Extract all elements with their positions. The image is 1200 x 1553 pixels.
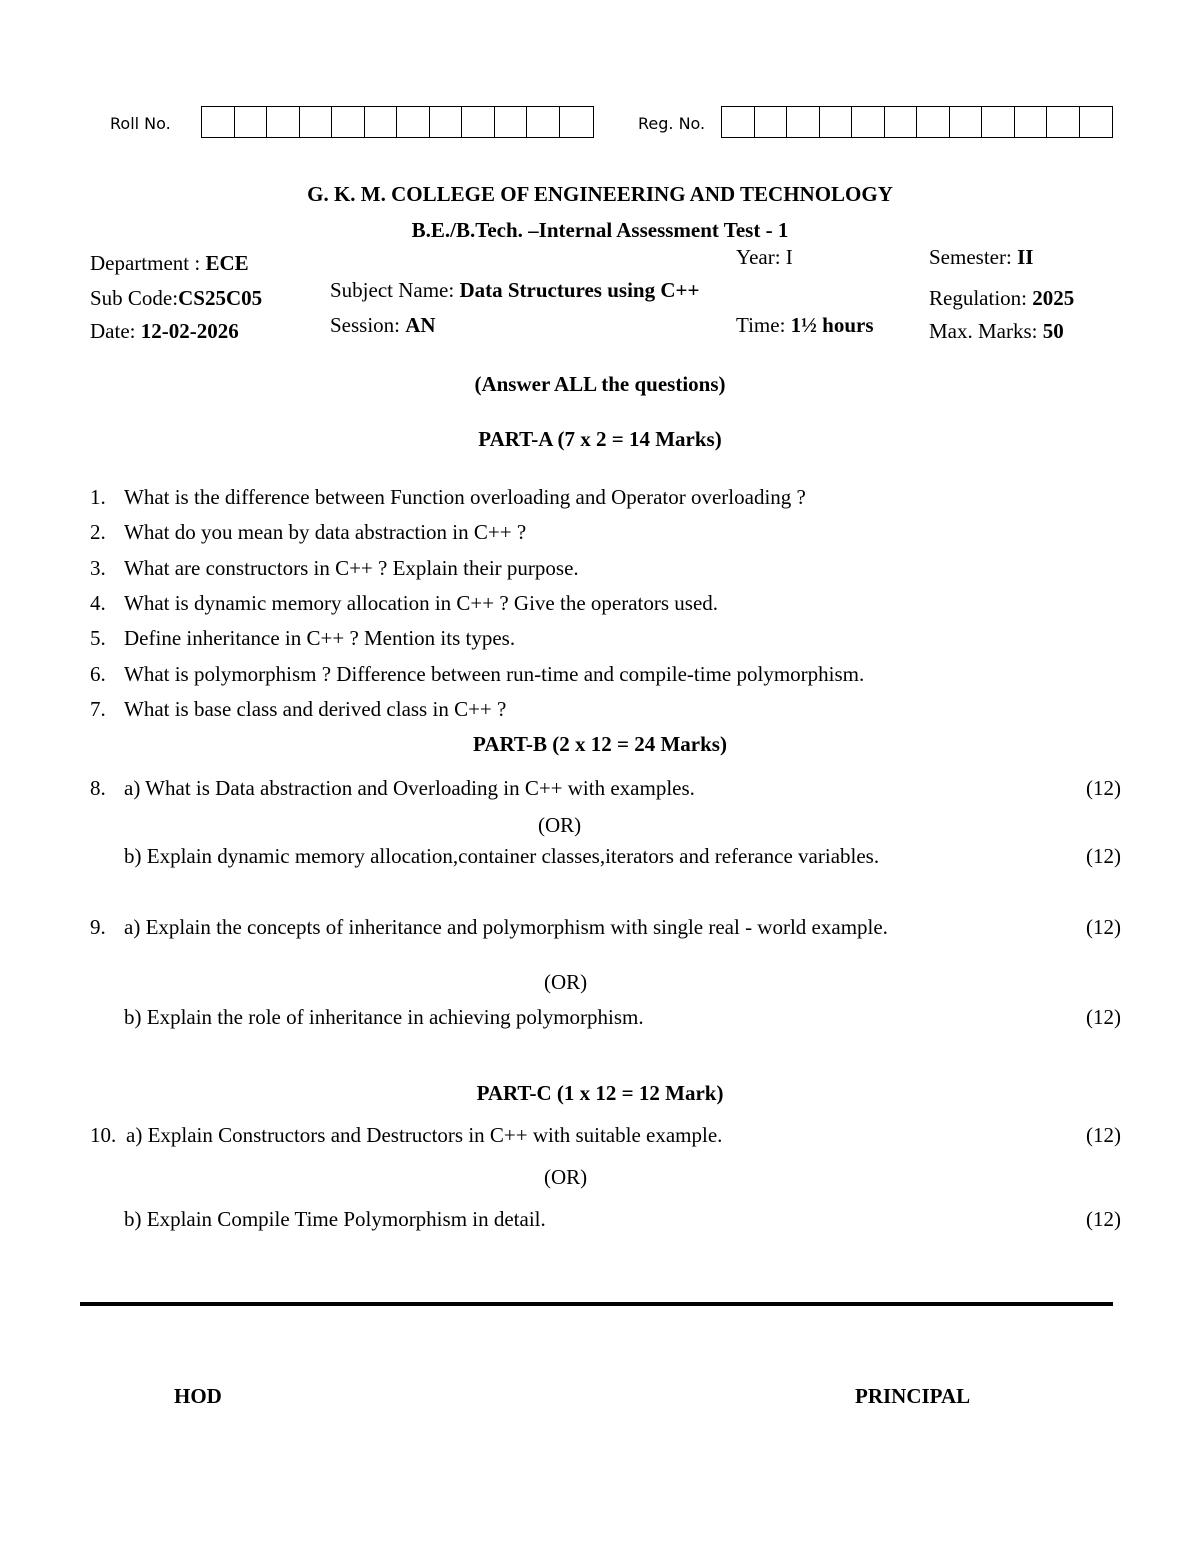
roll-no-digit-box[interactable] xyxy=(300,107,333,137)
question-text: Define inheritance in C++ ? Mention its types. xyxy=(124,626,516,650)
semester-value: II xyxy=(1017,245,1034,269)
part-b-heading: PART-B (2 x 12 = 24 Marks) xyxy=(473,732,727,756)
sub-code-label: Sub Code: xyxy=(90,286,179,310)
college-name: G. K. M. COLLEGE OF ENGINEERING AND TECHNOLOGY xyxy=(307,182,893,206)
marks-10a: (12) xyxy=(1086,1123,1121,1147)
reg-no-digit-box[interactable] xyxy=(885,107,918,137)
year-value: I xyxy=(785,245,793,269)
roll-no-digit-box[interactable] xyxy=(365,107,398,137)
question-number: 8. xyxy=(90,776,106,800)
year xyxy=(736,245,793,270)
reg-no-digit-box[interactable] xyxy=(1080,107,1113,137)
question-number: 3. xyxy=(90,556,106,580)
regulation-label: Regulation: xyxy=(929,286,1033,310)
question-number: 7. xyxy=(90,697,106,721)
roll-no-digit-box[interactable] xyxy=(430,107,463,137)
year-label: Year: xyxy=(736,245,786,269)
or-separator: (OR) xyxy=(544,1165,588,1189)
session-label: Session: xyxy=(330,313,406,337)
roll-no-digit-box[interactable] xyxy=(202,107,235,137)
question-8a: a) What is Data abstraction and Overloading in C++ with examples. xyxy=(124,776,695,800)
sub-code xyxy=(90,286,262,311)
subject-name xyxy=(330,278,699,303)
reg-no-digit-box[interactable] xyxy=(755,107,788,137)
department-value: ECE xyxy=(205,251,249,275)
question-number: 1. xyxy=(90,485,106,509)
roll-no-digit-box[interactable] xyxy=(527,107,560,137)
question-text: What do you mean by data abstraction in C++ ? xyxy=(124,520,527,544)
reg-no-digit-box[interactable] xyxy=(787,107,820,137)
question-10a: a) Explain Constructors and Destructors in C++ with suitable example. xyxy=(126,1123,723,1147)
question-number: 10. xyxy=(90,1123,117,1147)
question-text: What is base class and derived class in C++ ? xyxy=(124,697,507,721)
marks-10b: (12) xyxy=(1086,1207,1121,1231)
sub-code-value: CS25C05 xyxy=(178,286,263,310)
question-text: What is polymorphism ? Difference between run-time and compile-time polymorphism. xyxy=(124,662,865,686)
instruction: (Answer ALL the questions) xyxy=(474,372,726,396)
question-number: 9. xyxy=(90,915,106,939)
regulation xyxy=(929,286,1074,311)
roll-no-digit-box[interactable] xyxy=(397,107,430,137)
max-marks-label: Max. Marks: xyxy=(929,319,1043,343)
date-label: Date: xyxy=(90,319,141,343)
reg-no-digit-box[interactable] xyxy=(820,107,853,137)
roll-no-digit-box[interactable] xyxy=(267,107,300,137)
roll-no-label: Roll No. xyxy=(110,114,171,133)
question-9b: b) Explain the role of inheritance in achieving polymorphism. xyxy=(124,1005,644,1029)
time-value: 1½ hours xyxy=(790,313,874,337)
session xyxy=(330,313,436,338)
horizontal-divider xyxy=(80,1302,1113,1306)
semester xyxy=(929,245,1033,270)
duration xyxy=(736,313,874,338)
reg-no-digit-box[interactable] xyxy=(722,107,755,137)
question-number: 4. xyxy=(90,591,106,615)
question-number: 6. xyxy=(90,662,106,686)
subject-label: Subject Name: xyxy=(330,278,460,302)
reg-no-digit-box[interactable] xyxy=(852,107,885,137)
reg-no-label: Reg. No. xyxy=(638,114,706,133)
question-text: What is the difference between Function overloading and Operator overloading ? xyxy=(124,485,806,509)
question-text: What are constructors in C++ ? Explain their purpose. xyxy=(124,556,579,580)
question-text: What is dynamic memory allocation in C++ ? Give the operators used. xyxy=(124,591,719,615)
principal-signature-label: PRINCIPAL xyxy=(855,1384,971,1408)
question-number: 5. xyxy=(90,626,106,650)
max-marks xyxy=(929,319,1064,344)
department-label: Department : xyxy=(90,251,206,275)
roll-no-digit-box[interactable] xyxy=(332,107,365,137)
question-number: 2. xyxy=(90,520,106,544)
marks-9a: (12) xyxy=(1086,915,1121,939)
semester-label: Semester: xyxy=(929,245,1018,269)
part-a-heading: PART-A (7 x 2 = 14 Marks) xyxy=(478,427,722,451)
max-marks-value: 50 xyxy=(1042,319,1064,343)
marks-8a: (12) xyxy=(1086,776,1121,800)
session-value: AN xyxy=(405,313,436,337)
roll-no-boxes[interactable] xyxy=(201,106,594,138)
date-value: 12-02-2026 xyxy=(140,319,239,343)
roll-no-digit-box[interactable] xyxy=(235,107,268,137)
question-8b: b) Explain dynamic memory allocation,container classes,iterators and referance variables. xyxy=(124,844,880,868)
department xyxy=(90,251,249,276)
roll-no-digit-box[interactable] xyxy=(495,107,528,137)
roll-no-digit-box[interactable] xyxy=(560,107,593,137)
exam-date xyxy=(90,319,239,344)
reg-no-digit-box[interactable] xyxy=(1015,107,1048,137)
subject-value: Data Structures using C++ xyxy=(459,278,700,302)
question-10b: b) Explain Compile Time Polymorphism in detail. xyxy=(124,1207,546,1231)
regulation-value: 2025 xyxy=(1032,286,1075,310)
reg-no-digit-box[interactable] xyxy=(917,107,950,137)
reg-no-digit-box[interactable] xyxy=(982,107,1015,137)
roll-no-digit-box[interactable] xyxy=(462,107,495,137)
test-title: B.E./B.Tech. –Internal Assessment Test - 1 xyxy=(411,218,789,242)
marks-9b: (12) xyxy=(1086,1005,1121,1029)
or-separator: (OR) xyxy=(538,813,582,837)
or-separator: (OR) xyxy=(544,970,588,994)
reg-no-boxes[interactable] xyxy=(721,106,1113,138)
hod-signature-label: HOD xyxy=(174,1384,222,1408)
marks-8b: (12) xyxy=(1086,844,1121,868)
part-c-heading: PART-C (1 x 12 = 12 Mark) xyxy=(476,1081,724,1105)
reg-no-digit-box[interactable] xyxy=(1047,107,1080,137)
question-9a: a) Explain the concepts of inheritance and polymorphism with single real - world example. xyxy=(124,915,888,939)
time-label: Time: xyxy=(736,313,791,337)
reg-no-digit-box[interactable] xyxy=(950,107,983,137)
